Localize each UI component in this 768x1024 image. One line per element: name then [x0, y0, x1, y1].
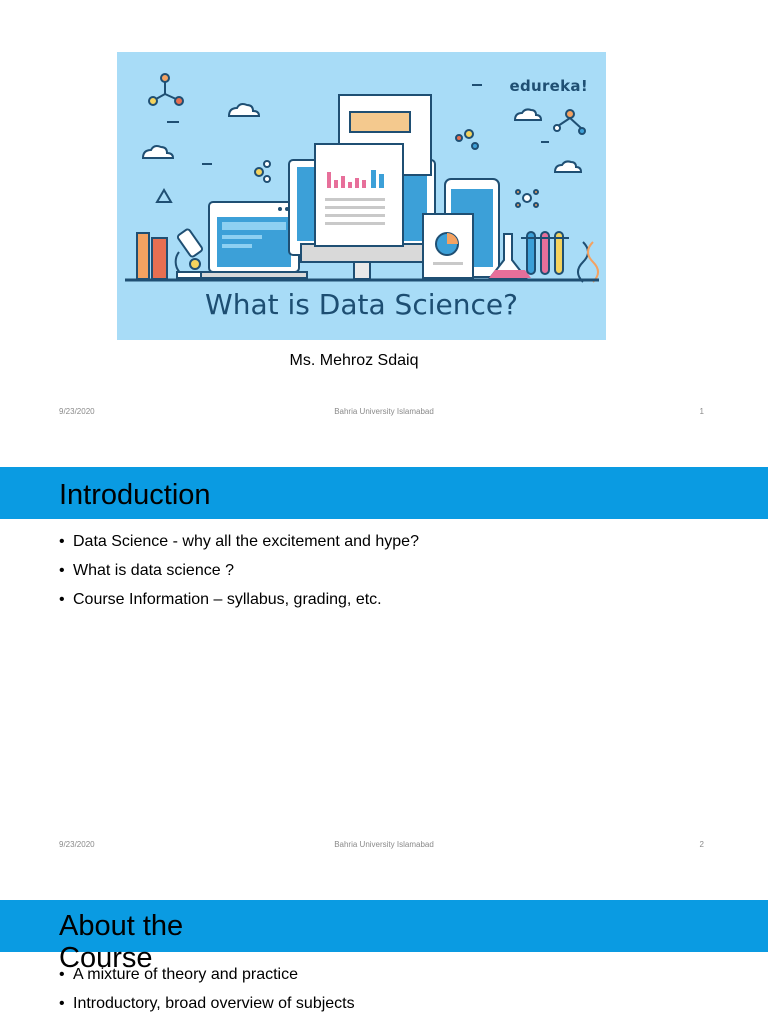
slide-2 [0, 433, 768, 866]
brand-logo-text: edureka! [509, 77, 588, 95]
list-item: • What is data science ? [59, 561, 419, 590]
footer-date: 9/23/2020 [59, 407, 95, 416]
title-bar [0, 467, 768, 519]
footer-date: 9/23/2020 [59, 840, 95, 849]
footer-organization: Bahria University Islamabad [334, 407, 434, 416]
slide-title: About the Course [59, 910, 184, 974]
author-name: Ms. Mehroz Sdaiq [289, 352, 419, 369]
bullet-list [59, 532, 419, 619]
slide-title: Introduction [59, 479, 211, 511]
list-item: • Course Information – syllabus, grading, etc. [59, 590, 419, 619]
footer-organization: Bahria University Islamabad [334, 840, 434, 849]
list-item: • A mixture of theory and practice [59, 965, 355, 994]
list-item: • Introductory, broad overview of subjects [59, 994, 355, 1023]
illustration-headline: What is Data Science? [205, 288, 518, 321]
title-bar [0, 900, 768, 974]
slide-3 [0, 866, 768, 1024]
bullet-list [59, 965, 355, 1023]
footer-page-number: 1 [699, 407, 704, 416]
slide-1 [0, 0, 768, 433]
footer-page-number: 2 [699, 840, 704, 849]
list-item: • Data Science - why all the excitement and hype? [59, 532, 419, 561]
title-illustration [117, 52, 606, 340]
